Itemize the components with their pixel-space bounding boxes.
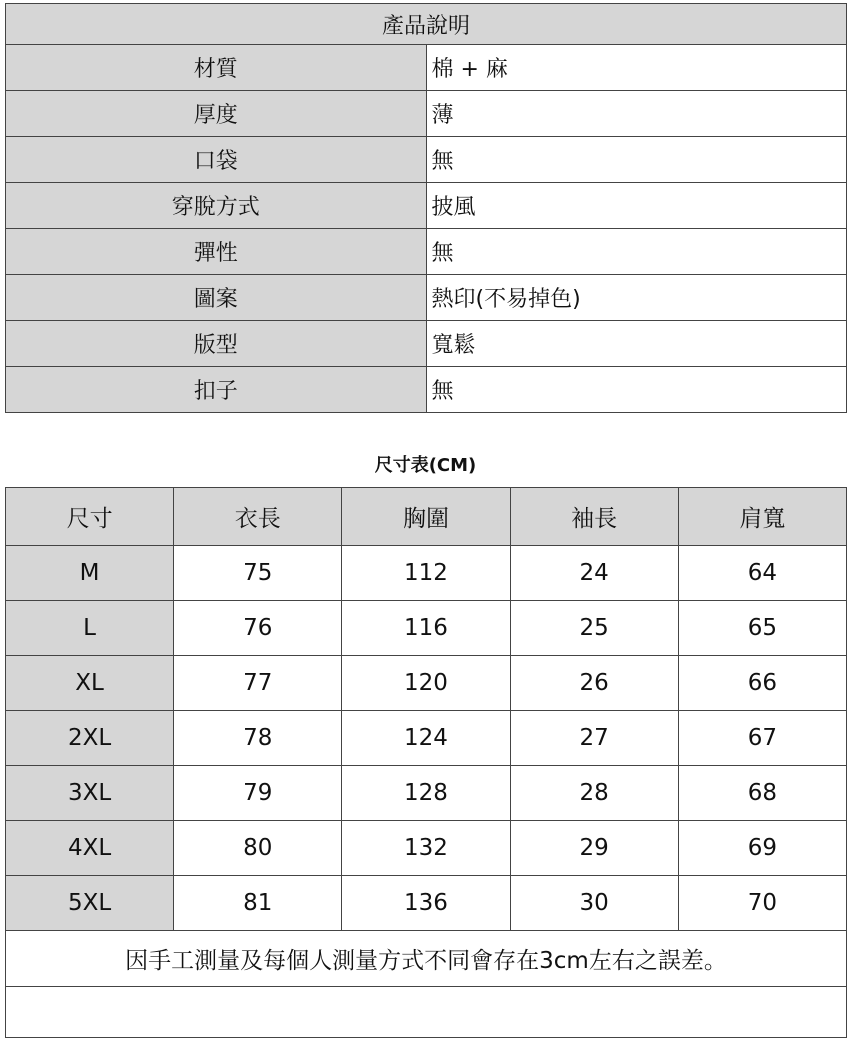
- size-chart-title: 尺寸表(CM): [374, 455, 477, 476]
- table-row: [6, 546, 847, 601]
- size-cell: 3XL: [6, 766, 174, 821]
- blank-row: [6, 987, 847, 1038]
- shoulder-cell: 70: [678, 876, 846, 931]
- sleeve-cell: 24: [510, 546, 678, 601]
- size-cell: 5XL: [6, 876, 174, 931]
- length-cell: 79: [174, 766, 342, 821]
- info-label: 材質: [6, 45, 427, 91]
- size-chart-header-row: [6, 488, 847, 546]
- info-label: 厚度: [6, 91, 427, 137]
- blank-cell: [6, 987, 847, 1038]
- size-cell: XL: [6, 656, 174, 711]
- product-info-title: 產品說明: [6, 4, 847, 45]
- column-header-size: 尺寸: [6, 488, 174, 546]
- length-cell: 81: [174, 876, 342, 931]
- size-cell: M: [6, 546, 174, 601]
- column-header-shoulder: 肩寬: [678, 488, 846, 546]
- info-row: [6, 45, 847, 91]
- info-value: 無: [426, 367, 847, 413]
- column-header-chest: 胸圍: [342, 488, 510, 546]
- chest-cell: 120: [342, 656, 510, 711]
- chest-cell: 128: [342, 766, 510, 821]
- info-row: [6, 229, 847, 275]
- chest-cell: 116: [342, 601, 510, 656]
- shoulder-cell: 64: [678, 546, 846, 601]
- product-info-header-row: [6, 4, 847, 45]
- size-chart-table: [5, 487, 847, 1038]
- shoulder-cell: 68: [678, 766, 846, 821]
- table-row: [6, 821, 847, 876]
- info-value: 無: [426, 137, 847, 183]
- info-value: 披風: [426, 183, 847, 229]
- length-cell: 75: [174, 546, 342, 601]
- info-value: 無: [426, 229, 847, 275]
- length-cell: 80: [174, 821, 342, 876]
- measurement-note: 因手工測量及每個人測量方式不同會存在3cm左右之誤差。: [6, 931, 847, 987]
- info-row: [6, 183, 847, 229]
- info-row: [6, 367, 847, 413]
- note-row: [6, 931, 847, 987]
- column-header-length: 衣長: [174, 488, 342, 546]
- info-label: 圖案: [6, 275, 427, 321]
- info-row: [6, 91, 847, 137]
- table-row: [6, 711, 847, 766]
- sleeve-cell: 27: [510, 711, 678, 766]
- shoulder-cell: 67: [678, 711, 846, 766]
- table-row: [6, 601, 847, 656]
- sleeve-cell: 28: [510, 766, 678, 821]
- info-row: [6, 275, 847, 321]
- size-cell: L: [6, 601, 174, 656]
- product-info-table: [5, 3, 847, 413]
- info-label: 彈性: [6, 229, 427, 275]
- shoulder-cell: 65: [678, 601, 846, 656]
- chest-cell: 124: [342, 711, 510, 766]
- info-label: 穿脫方式: [6, 183, 427, 229]
- size-cell: 4XL: [6, 821, 174, 876]
- table-row: [6, 876, 847, 931]
- length-cell: 78: [174, 711, 342, 766]
- info-value: 薄: [426, 91, 847, 137]
- chest-cell: 136: [342, 876, 510, 931]
- info-label: 版型: [6, 321, 427, 367]
- info-row: [6, 137, 847, 183]
- table-row: [6, 656, 847, 711]
- sleeve-cell: 30: [510, 876, 678, 931]
- info-label: 口袋: [6, 137, 427, 183]
- info-label: 扣子: [6, 367, 427, 413]
- table-row: [6, 766, 847, 821]
- chest-cell: 132: [342, 821, 510, 876]
- info-value: 棉 + 麻: [426, 45, 847, 91]
- info-row: [6, 321, 847, 367]
- chest-cell: 112: [342, 546, 510, 601]
- column-header-sleeve: 袖長: [510, 488, 678, 546]
- sleeve-cell: 29: [510, 821, 678, 876]
- info-value: 熱印(不易掉色): [426, 275, 847, 321]
- info-value: 寬鬆: [426, 321, 847, 367]
- length-cell: 77: [174, 656, 342, 711]
- shoulder-cell: 66: [678, 656, 846, 711]
- sleeve-cell: 26: [510, 656, 678, 711]
- size-cell: 2XL: [6, 711, 174, 766]
- length-cell: 76: [174, 601, 342, 656]
- shoulder-cell: 69: [678, 821, 846, 876]
- sleeve-cell: 25: [510, 601, 678, 656]
